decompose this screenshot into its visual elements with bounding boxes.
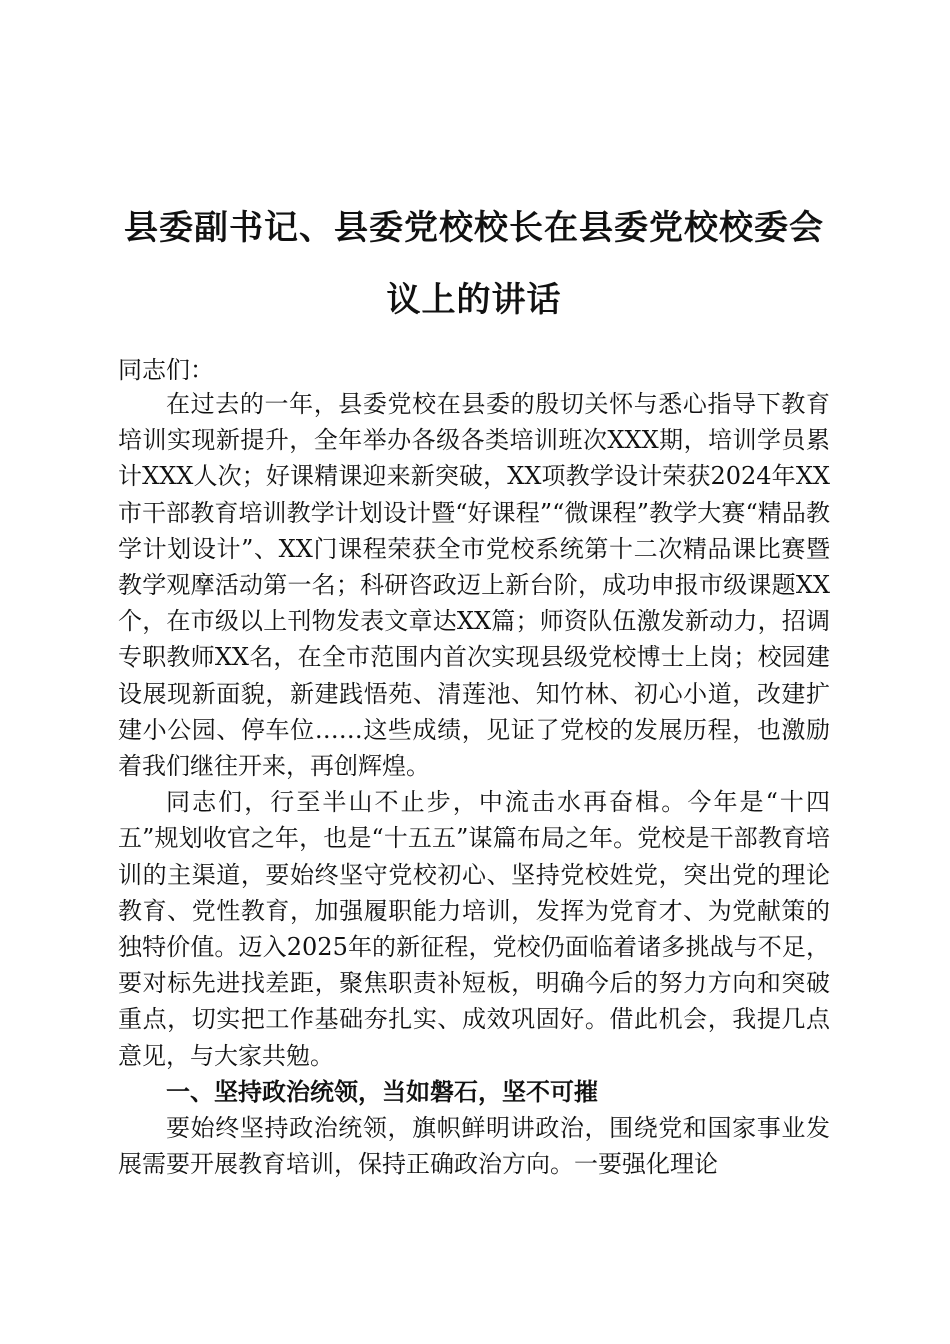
paragraph-outlook: 同志们，行至半山不止步，中流击水再奋楫。今年是“十四五”规划收官之年，也是“十五五”谋篇布局之年。党校是干部教育培训的主渠道，要始终坚守党校初心、坚持党校姓党，突出党的理论教育、党性教育，加强履职能力培训，发挥为党育才、为党献策的独特价值。迈入2025年的新征程，党校仍面临着诸多挑战与不足，要对标先进找差距，聚焦职责补短板，明确今后的努力方向和突破重点，切实把工作基础夯扎实、成效巩固好。借此机会，我提几点意见，与大家共勉。: [118, 788, 830, 1070]
document-title: [118, 0, 830, 336]
paragraph-achievements: 在过去的一年，县委党校在县委的殷切关怀与悉心指导下教育培训实现新提升，全年举办各级各类培训班次XXX期，培训学员累计XXX人次；好课精课迎来新突破，XX项教学设计荣获2024年XX市干部教育培训教学计划设计暨“好课程”“微课程”教学大赛“精品教学计划设计”、XX门课程荣获全市党校系统第十二次精品课比赛暨教学观摩活动第一名；科研咨政迈上新台阶，成功申报市级课题XX个，在市级以上刊物发表文章达XX篇；师资队伍激发新动力，招调专职教师XX名，在全市范围内首次实现县级党校博士上岗；校园建设展现新面貌，新建践悟苑、清莲池、知竹林、初心小道，改建扩建小公园、停车位……这些成绩，见证了党校的发展历程，也激励着我们继往开来，再创辉煌。: [118, 390, 830, 781]
paragraph-section-1: 要始终坚持政治统领，旗帜鲜明讲政治，围绕党和国家事业发展需要开展教育培训，保持正确政治方向。一要强化理论: [118, 1113, 830, 1179]
document-title-line-2: 议上的讲话: [386, 280, 562, 320]
document-page: [118, 0, 830, 1182]
document-title-line-1: 县委副书记、县委党校校长在县委党校校委会: [124, 208, 824, 248]
salutation: 同志们：: [118, 356, 214, 384]
section-heading-1: 一、坚持政治统领，当如磐石，坚不可摧: [166, 1077, 598, 1106]
